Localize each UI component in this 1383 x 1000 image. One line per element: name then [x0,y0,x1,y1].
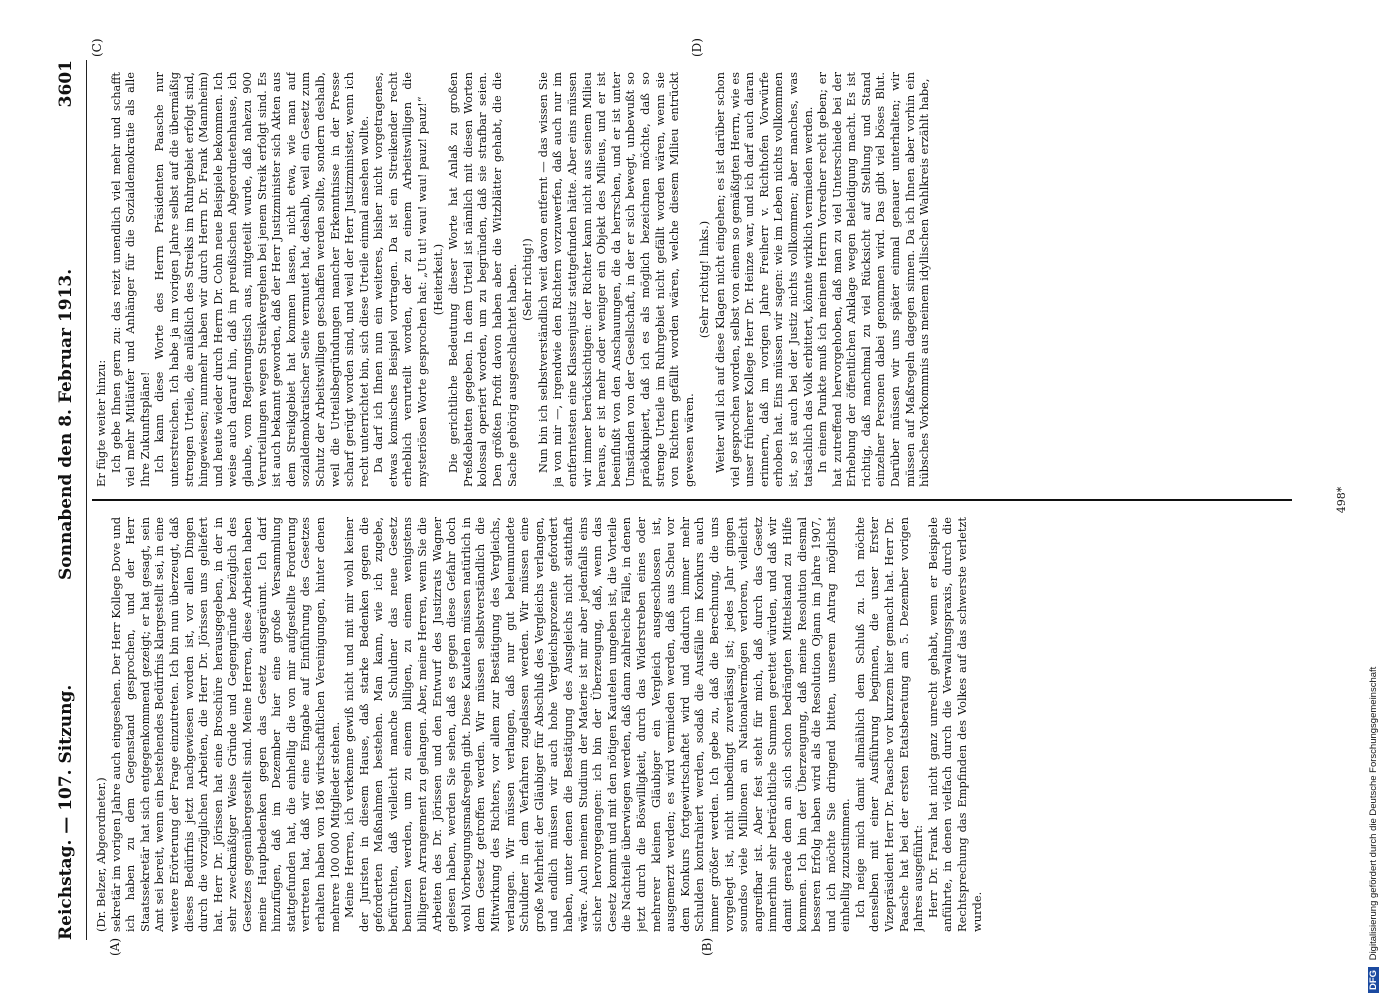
paragraph: Nun bin ich selbstverständlich weit davon entfernt — das wissen Sie ja von mir —, irgendwie den Richtern vorzuwerfen, daß auch nur im entferntesten eine Klassenjustiz stattgefunden hätte. Aber eins müssen wir immer berücksichtigen: der Richter kann nicht aus seinem Milieu heraus, er ist mehr oder weniger ein Objekt des Milieus, und er ist beeinflußt von den Anschauungen, die da herrschen, und er ist unter Umständen von der Gesellschaft, in der er sich bewegt, unbewußt so präokkupiert, daß ich es als möglich bezeichnen möchte, daß so strenge Urteile im Ruhrgebiet nicht gefällt worden wären, wenn sie von Richtern gefällt worden wären, welche diesem Milieu entrückt gewesen wären. [535,72,696,487]
left-column [94,517,1314,932]
paragraph: Ich neige mich damit allmählich dem Schluß zu. Ich möchte denselben mit einer Ausführung beginnen, die unser Erster Vizepräsident Herr Dr. Paasche vor kurzem hier gemacht hat. Herr Dr. Paasche hat bei der ersten Etatsberatung am 5. Dezember vorigen Jahres ausgeführt: [852,517,926,932]
signature-mark: 498* [1335,486,1348,514]
quotation: Herr Dr. Frank hat nicht ganz unrecht gehabt, wenn er Beispiele anführte, in denen vielfach durch die Verwaltungspraxis, durch die Rechtsprechung das Empfinden des Volkes auf das schwerste verletzt wurde. [925,517,984,932]
funding-text: Digitalisierung gefördert durch die Deutsche Forschungsgemeinschaft [1368,666,1379,961]
header-session: Reichstag. — 107. Sitzung. [56,684,76,940]
interjection: (Sehr richtig!) [520,238,535,321]
speaker-tag: (Dr. Belzer, Abgeordneter.) [94,777,108,932]
right-column [94,72,1314,487]
dfg-logo: DFG [1368,967,1379,993]
margin-mark-b: (B) [700,937,714,956]
paragraph: Er fügte weiter hinzu: [94,359,108,487]
paragraph: Ich kann diese Worte des Herrn Präsidenten Paasche nur unterstreichen. Ich habe ja im vorigen Jahre selbst auf die übermäßig strengen Urteile, die anläßlich des Streiks im Ruhrgebiet erfolgt sind, hingewiesen; nunmehr haben wir durch Herrn Dr. Frank (Mannheim) und heute wieder durch Herrn Dr. Cohn neue Beispiele bekommen. Ich weise auch darauf hin, daß im preußischen Abgeordnetenhause, ich glaube, vom Regierungstisch aus, mitgeteilt wurde, daß nahezu 900 Verurteilungen wegen Streikvergehen bei jenem Streik erfolgt sind. Es ist auch bekannt geworden, daß der Herr Justizminister sich Akten aus dem Streikgebiet hat kommen lassen, nicht etwa, wie man auf sozialdemokratischer Seite vermutet hat, deshalb, weil ein Gesetz zum Schutz der Arbeitswilligen geschaffen werden sollte, sondern deshalb, weil die Urteilsbegründungen mancher Erkenntnisse in der Presse scharf gerügt worden sind, und weil der Herr Justizminister, wenn ich recht unterrichtet bin, sich diese Urteile einmal ansehen wollte. [152,72,371,487]
header-date: Sonnabend den 8. Februar 1913. [56,268,76,580]
margin-mark-a: (A) [108,937,122,956]
page-header [56,60,82,940]
paragraph: Meine Herren, ich verkenne gewiß nicht und mit mir wohl keiner der Juristen in diesem Hause, daß starke Bedenken gegen die geforderten Maßnahmen bestehen. Man kann, wie ich zugebe, befürchten, daß vielleicht manche Schuldner das neue Gesetz benutzen werden, um zu einem billigen, zu einem wenigstens billigeren Arrangement zu gelangen. Aber, meine Herren, wenn Sie die Arbeiten des Dr. Jörissen und den Entwurf des Justizrats Wagner gelesen haben, werden Sie sehen, daß es gegen diese Gefahr doch wohl Vorbeugungsmaßregeln gibt. Diese Kautelen müssen natürlich in dem Gesetz getroffen werden. Wir müssen selbstverständlich die Mitwirkung des Richters, vor allem zur Bestätigung des Vergleichs, verlangen. Wir müssen verlangen, daß nur gut beleumundete Schuldner in dem Verfahren zugelassen werden. Wir müssen eine große Mehrheit der Gläubiger für Abschluß des Vergleichs verlangen, und endlich müssen wir auch hohe Vergleichsprozente gefordert haben, unter denen die Bestätigung des Ausgleichs nicht statthaft wäre. Auch meinem Studium der Materie ist mir aber jedenfalls eins sicher hervorgegangen: ich bin der Überzeugung, daß, wenn das Gesetz kommt und mit den nötigen Kautelen umgeben ist, die Vorteile die Nachteile überwiegen werden, daß dann zahlreiche Fälle, in denen jetzt durch die Böswilligkeit, durch das Widerstreben eines oder mehrerer kleinen Gläubiger ein Vergleich ausgeschlossen ist, ausgemerzt werden; es wird vermieden werden, daß aus Scheu vor dem Konkurs fortgewirtschaftet wird und dadurch immer mehr Schulden kontrahiert werden, sodaß die Ausfälle im Konkurs auch immer größer werden. Ich gebe zu, daß die Berechnung, die uns vorgelegt ist, nicht unbedingt zuverlässig ist; jedes Jahr gingen soundso viele Millionen an Nationalvermögen verloren, vielleicht angreifbar ist. Aber fest steht für mich, daß durch das Gesetz immerhin sehr beträchtliche Summen gerettet würden, und daß wir damit gerade dem an sich schon bedrängten Mittelstand zu Hilfe kommen. Ich bin der Überzeugung, daß meine Resolution diesmal besseren Erfolg haben wird als die Resolution Ojann im Jahre 1907, und ich möchte Sie dringend bitten, unserem Antrag möglichst einhellig zuzustimmen. [342,517,853,932]
quotation: Ich gebe Ihnen gern zu: das reizt unendlich viel mehr und schafft viel mehr Mitläufer und Anhänger für die Sozialdemokratie als alle Ihre Zukunftspläne! [108,72,152,487]
column-divider [92,499,1292,501]
page-number: 3601 [56,60,76,108]
paragraph: Weiter will ich auf diese Klagen nicht eingehen; es ist darüber schon viel gesprochen worden, selbst von einem so gemäßigten Herrn, wie es unser früherer Kollege Herr Dr. Heinze war, und ich darf auch daran erinnern, daß im vorigen Jahre Freiherr v. Richthofen Vorwürfe erhoben hat. Eins müssen wir sagen: wie im Leben nichts vollkommen ist, so ist auch bei der Justiz nichts vollkommen; aber manches, was tatsächlich das Volk erbittert, könnte wirklich vermieden werden. [712,72,815,487]
paragraph: Die gerichtliche Bedeutung dieser Worte hat Anlaß zu großen Preßdebatten gegeben. In dem Urteil ist nämlich mit diesen Worten kolossal operiert worden, um zu begründen, daß sie strafbar seien. Den größten Profit davon haben aber die Witzblätter gehabt, die die Sache gehörig ausgeschlachtet haben. [446,72,519,487]
paragraph: Da darf ich Ihnen nun ein weiteres, bisher nicht vorgetragenes, etwas komisches Beispiel vortragen. Da ist ein Streikender recht erheblich verurteilt worden, der zu einem Arbeitswilligen die mysteriösen Worte gesprochen hat: „Ut ut! wau! wau! pauz! pauz!“ [371,72,430,487]
interjection: (Heiterkeit.) [430,243,445,316]
header-rule [86,60,87,940]
margin-mark-c: (C) [90,38,104,57]
funding-note [1368,8,1382,993]
paragraph: sekretär im vorigen Jahre auch eingesehen. Der Herr Kollege Dove und ich haben zu dem Gegenstand gesprochen, und der Herr Staatssekretär hat sich entgegenkommend gezeigt; er hat gesagt, sein Amt sei bereit, wenn ein bestehendes Bedürfnis klargestellt sei, in eine weitere Erörterung der Frage einzutreten. Ich bin nun überzeugt, daß dieses Bedürfnis jetzt nachgewiesen worden ist, vor allen Dingen durch die vorzüglichen Arbeiten, die Herr Dr. Jörissen uns geliefert hat. Herr Dr. Jörissen hat eine Broschüre herausgegeben, in der in sehr zweckmäßiger Weise Gründe und Gegengründe bezüglich des Gesetzes gegenübergestellt sind. Meine Herren, diese Arbeiten haben meine Hauptbedenken gegen das Gesetz ausgeräumt. Ich darf hinzufügen, daß im Dezember hier eine große Versammlung stattgefunden hat, die einhellig die von mir aufgestellte Forderung vertreten hat, daß wir eine Eingabe auf Einführung des Gesetzes erhalten haben von 186 wirtschaftlichen Vereinigungen, hinter denen mehrere 100 000 Mitglieder stehen. [108,517,342,932]
paragraph: In einem Punkte muß ich meinem Herrn Vorredner recht geben; er hat zutreffend hervorgehoben, daß man zu viel Unterschiede bei der Erhebung der öffentlichen Anklage wegen Beleidigung macht. Es ist richtig, daß manchmal zu viel Rücksicht auf Stellung und Stand einzelner Personen dabei genommen wird. Das gibt viel böses Blut. Darüber müssen wir uns später einmal genauer unterhalten; wir müssen auf Maßregeln dagegen sinnen. Da ich Ihnen aber vorhin ein hübsches Vorkommnis aus meinem idyllischen Wahlkreis erzählt habe, [815,72,932,487]
interjection: (Sehr richtig! links.) [697,220,712,339]
margin-mark-d: (D) [690,38,704,57]
